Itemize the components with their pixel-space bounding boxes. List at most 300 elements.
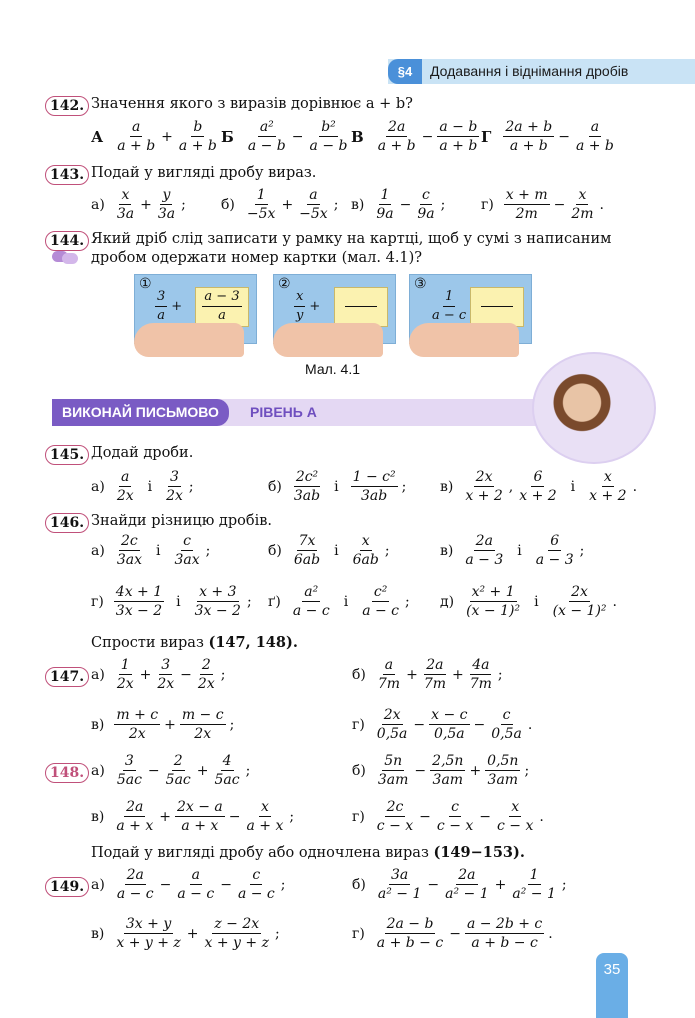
- problem-146-question: Знайди різницю дробів.: [91, 513, 273, 529]
- denominator: a + x: [116, 818, 154, 834]
- item-label: б): [221, 196, 235, 213]
- operator: +: [164, 716, 176, 733]
- denominator: a + x: [246, 818, 284, 834]
- operator: +: [171, 299, 183, 314]
- problem-number-148: 148.: [45, 763, 89, 783]
- fraction: [376, 657, 402, 692]
- fraction: [443, 867, 491, 902]
- denominator: 2x: [116, 488, 134, 504]
- denominator: 2x: [116, 676, 134, 692]
- operator: −: [159, 876, 172, 893]
- numerator: c: [183, 533, 191, 549]
- fraction: [551, 584, 609, 619]
- fraction: [114, 707, 160, 742]
- denominator: x + y + z: [204, 935, 269, 951]
- numerator: 1: [529, 867, 539, 883]
- numerator: a²: [259, 119, 274, 135]
- denominator: 2x: [128, 726, 146, 742]
- punctuation: .: [548, 925, 553, 942]
- item-label: ґ): [268, 593, 281, 610]
- operator: −: [558, 128, 570, 145]
- fraction: [213, 753, 242, 788]
- operator: −: [473, 716, 486, 733]
- denominator: 3x − 2: [194, 603, 241, 619]
- problem-147-item: [91, 707, 236, 742]
- denominator: 2x: [197, 676, 215, 692]
- fraction: [504, 187, 550, 222]
- denominator: a + b: [509, 138, 548, 154]
- denominator: 5ac: [116, 772, 142, 788]
- item-label: г): [352, 716, 365, 733]
- numerator: 2a: [126, 867, 144, 883]
- fraction: [375, 916, 445, 951]
- operator: −: [399, 196, 412, 213]
- denominator: a − c: [237, 886, 275, 902]
- problem-145-item: [268, 469, 408, 504]
- item-label: г): [91, 593, 104, 610]
- item-label: г): [481, 196, 494, 213]
- numerator: a: [590, 119, 600, 135]
- numerator: 6: [550, 533, 560, 549]
- denominator: 2m: [571, 206, 594, 222]
- denominator: 5ac: [214, 772, 240, 788]
- denominator: 3ax: [174, 552, 200, 568]
- problem-142-option: [91, 119, 221, 154]
- numerator: 1: [120, 657, 130, 673]
- numerator: a − 2b + c: [466, 916, 543, 932]
- punctuation: ;: [497, 666, 503, 683]
- numerator: 2a: [475, 533, 493, 549]
- fraction: [517, 469, 558, 504]
- numerator: a: [309, 187, 318, 203]
- denominator: a + b − c: [376, 935, 444, 951]
- fraction: [294, 289, 305, 324]
- fraction: [291, 584, 332, 619]
- denominator: 3a: [116, 206, 135, 222]
- denominator: a − b: [309, 138, 348, 154]
- numerator: x − c: [431, 707, 468, 723]
- problem-143-question: Подай у вигляді дробу вираз.: [91, 165, 317, 181]
- fraction: [430, 753, 465, 788]
- instruction-ref: (149−153).: [433, 844, 525, 861]
- punctuation: ,: [508, 478, 514, 495]
- numerator: 4: [222, 753, 232, 769]
- fraction: [495, 799, 535, 834]
- denominator: c − x: [376, 818, 414, 834]
- item-label: а): [91, 876, 105, 893]
- problem-149-item: [352, 867, 569, 902]
- operator: −: [419, 808, 431, 825]
- fraction: [503, 119, 554, 154]
- section-header-bar: [388, 59, 695, 84]
- item-label: а): [91, 666, 105, 683]
- denominator: a² − 1: [377, 886, 422, 902]
- fraction: [155, 657, 176, 692]
- fraction: [351, 469, 398, 504]
- problem-146-item: [91, 533, 212, 568]
- numerator: x + 3: [199, 584, 237, 600]
- punctuation: ;: [245, 762, 251, 779]
- numerator: y: [162, 187, 171, 203]
- fraction: [376, 753, 411, 788]
- students-photo: [532, 352, 656, 464]
- operator: +: [161, 128, 173, 145]
- fraction: [245, 187, 278, 222]
- problem-number-146: 146.: [45, 513, 89, 533]
- punctuation: ;: [524, 762, 530, 779]
- denominator: a + b − c: [471, 935, 538, 951]
- fraction: [172, 533, 201, 568]
- numerator: x² + 1: [471, 584, 515, 600]
- conjunction: і: [176, 593, 181, 610]
- problem-145-question: Додай дроби.: [91, 445, 194, 461]
- option-label: В: [351, 127, 364, 146]
- problem-148-item: [91, 799, 296, 834]
- punctuation: ;: [289, 808, 295, 825]
- denominator: 9a: [376, 206, 394, 222]
- discussion-icon: [52, 251, 78, 264]
- card-number: ③: [414, 276, 427, 292]
- fraction: [236, 867, 277, 902]
- numerator: m + c: [116, 707, 159, 723]
- problem-144-line1: Який дріб слід записати у рамку на картці, щоб у сумі з написаним: [91, 231, 612, 247]
- banner-right: РІВЕНЬ А: [250, 404, 317, 420]
- fraction: [308, 119, 350, 154]
- fraction: [175, 799, 225, 834]
- fraction: [164, 469, 185, 504]
- denominator: a − c: [292, 603, 330, 619]
- denominator: x + 2: [589, 488, 627, 504]
- operator: +: [406, 666, 418, 683]
- fraction: [468, 657, 494, 692]
- operator: −: [220, 876, 232, 893]
- denominator: 3am: [432, 772, 464, 788]
- punctuation: ;: [280, 876, 286, 893]
- denominator: −5x: [299, 206, 328, 222]
- card-expression: [153, 289, 184, 324]
- fraction: [374, 187, 395, 222]
- answer-box: [470, 287, 524, 327]
- problem-144-line2: дробом одержати номер картки (мал. 4.1)?: [91, 250, 423, 266]
- problem-142-option: [481, 119, 618, 154]
- denominator: (x − 1)²: [466, 603, 521, 619]
- punctuation: ;: [440, 196, 446, 213]
- fraction: [489, 707, 524, 742]
- item-label: а): [91, 478, 105, 495]
- item-label: а): [91, 196, 105, 213]
- fraction: [114, 584, 164, 619]
- fraction: [115, 753, 144, 788]
- fraction: [574, 119, 616, 154]
- item-label: в): [91, 716, 105, 733]
- denominator: 0,5a: [434, 726, 465, 742]
- hand-image: [273, 323, 383, 357]
- punctuation: ;: [205, 542, 211, 559]
- fraction: [435, 799, 475, 834]
- problem-147-item: [352, 657, 505, 692]
- operator: −: [414, 762, 427, 779]
- problem-147-item: [352, 707, 534, 742]
- numerator: x: [511, 799, 520, 815]
- fraction: [351, 533, 381, 568]
- fraction: [375, 799, 415, 834]
- problem-149-item: [352, 916, 555, 951]
- option-label: А: [91, 127, 104, 146]
- item-label: а): [91, 542, 105, 559]
- section-number: §4: [388, 59, 422, 84]
- problem-number-149: 149.: [45, 877, 89, 897]
- fraction: [429, 707, 469, 742]
- numerator: 2a − b: [386, 916, 434, 932]
- fraction: [177, 119, 219, 154]
- item-label: д): [440, 593, 455, 610]
- operator: +: [309, 299, 321, 314]
- item-label: в): [440, 478, 454, 495]
- operator: −: [479, 808, 492, 825]
- numerator: c²: [373, 584, 388, 600]
- punctuation: .: [539, 808, 544, 825]
- instruction-text: Спрости вираз: [91, 635, 209, 651]
- numerator: 3a: [391, 867, 409, 883]
- problem-146-item: [268, 584, 412, 619]
- denominator: x + 2: [465, 488, 503, 504]
- numerator: a: [132, 119, 141, 135]
- fraction: [114, 799, 155, 834]
- denominator: a² − 1: [445, 886, 489, 902]
- numerator: m − c: [181, 707, 224, 723]
- punctuation: ;: [405, 593, 410, 610]
- numerator: 1: [380, 187, 390, 203]
- item-label: г): [352, 808, 365, 825]
- section-title: Додавання і віднімання дробів: [430, 63, 629, 79]
- denominator: 3am: [487, 772, 519, 788]
- denominator: c − x: [436, 818, 474, 834]
- denominator: a − b: [247, 138, 286, 154]
- numerator: 2c: [121, 533, 138, 549]
- denominator: a − c: [362, 603, 400, 619]
- punctuation: ;: [229, 716, 235, 733]
- denominator: 3x − 2: [115, 603, 163, 619]
- hand-image: [409, 323, 519, 357]
- problem-number-147: 147.: [45, 667, 89, 687]
- item-label: в): [440, 542, 454, 559]
- fraction: [244, 799, 285, 834]
- operator: +: [139, 666, 152, 683]
- numerator: 2c²: [295, 469, 319, 485]
- numerator: a − 3: [202, 289, 241, 307]
- fraction: [115, 469, 136, 504]
- numerator: 3x + y: [125, 916, 172, 932]
- numerator: 6: [533, 469, 543, 485]
- numerator: 4a: [472, 657, 490, 673]
- answer-box: [195, 287, 249, 327]
- problem-149-item: [91, 916, 282, 951]
- fraction: [193, 584, 243, 619]
- denominator: a − c: [432, 308, 467, 323]
- answer-box: [334, 287, 388, 327]
- denominator: (x − 1)²: [552, 603, 607, 619]
- denominator: y: [296, 308, 304, 323]
- instruction-ref: (147, 148).: [208, 634, 298, 651]
- card-expression: [292, 289, 322, 324]
- numerator: 2a: [458, 867, 476, 883]
- fraction: [115, 119, 157, 154]
- fraction: [115, 187, 136, 222]
- denominator: −5x: [246, 206, 276, 222]
- problem-142-option: [351, 119, 481, 154]
- numerator: x: [294, 289, 305, 307]
- operator: +: [159, 808, 171, 825]
- numerator: c: [451, 799, 460, 815]
- punctuation: .: [612, 593, 617, 610]
- problem-145-item: [440, 469, 639, 504]
- conjunction: і: [534, 593, 539, 610]
- fraction: [202, 289, 241, 324]
- numerator: a: [191, 867, 200, 883]
- denominator: 0,5a: [376, 726, 408, 742]
- fraction: [196, 657, 217, 692]
- fraction: [437, 119, 479, 154]
- item-label: б): [352, 762, 366, 779]
- numerator: a: [384, 657, 394, 673]
- fraction: [175, 867, 216, 902]
- item-label: б): [268, 542, 282, 559]
- operator: +: [469, 762, 482, 779]
- numerator: 2: [201, 657, 211, 673]
- denominator: a − 3: [535, 552, 574, 568]
- fraction: [297, 187, 330, 222]
- numerator: 2a: [388, 119, 406, 135]
- numerator: c: [252, 867, 261, 883]
- fraction: [376, 119, 418, 154]
- denominator: 7m: [469, 676, 492, 692]
- numerator: 5n: [384, 753, 403, 769]
- denominator: a − c: [177, 886, 215, 902]
- numerator: 2x: [475, 469, 493, 485]
- instruction-text: Подай у вигляді дробу або одночлена вираз: [91, 845, 434, 861]
- numerator: 2x − a: [176, 799, 223, 815]
- problem-146-item: [440, 533, 586, 568]
- problem-142-option: [221, 119, 351, 154]
- numerator: 3: [155, 289, 167, 307]
- numerator: 1: [443, 289, 455, 307]
- problem-142-question: Значення якого з виразів дорівнює a + b?: [91, 96, 413, 112]
- denominator: a + b: [117, 138, 156, 154]
- conjunction: і: [343, 593, 349, 610]
- punctuation: ;: [181, 196, 186, 213]
- instruction-147-148: [91, 634, 298, 651]
- operator: −: [180, 666, 192, 683]
- problem-146-item: [268, 533, 392, 568]
- fraction: [292, 469, 322, 504]
- fraction: [485, 753, 520, 788]
- denominator: 7m: [377, 676, 401, 692]
- problem-147-item: [91, 657, 227, 692]
- fraction: [463, 469, 504, 504]
- operator: +: [452, 666, 464, 683]
- fraction: [464, 584, 522, 619]
- fraction: [510, 867, 558, 902]
- fraction: [465, 916, 544, 951]
- numerator: c: [422, 187, 430, 203]
- operator: −: [421, 128, 434, 145]
- item-label: в): [351, 196, 365, 213]
- operator: −: [553, 196, 566, 213]
- denominator: a: [157, 308, 166, 323]
- denominator: x + 2: [519, 488, 557, 504]
- problem-148-item: [352, 799, 546, 834]
- fraction: [415, 187, 436, 222]
- punctuation: ;: [401, 478, 407, 495]
- punctuation: ;: [274, 925, 280, 942]
- numerator: z − 2x: [214, 916, 260, 932]
- punctuation: ;: [220, 666, 226, 683]
- fraction: [155, 289, 167, 324]
- banner: [52, 399, 552, 426]
- punctuation: ;: [246, 593, 252, 610]
- numerator: a − b: [439, 119, 478, 135]
- operator: +: [281, 196, 294, 213]
- denominator: 2x: [166, 488, 183, 504]
- fraction: [534, 533, 576, 568]
- fraction: [375, 707, 410, 742]
- denominator: 2m: [515, 206, 538, 222]
- numerator: x + m: [505, 187, 548, 203]
- numerator: x: [361, 533, 370, 549]
- numerator: x: [603, 469, 612, 485]
- denominator: x + y + z: [116, 935, 181, 951]
- numerator: x: [121, 187, 130, 203]
- blank-line: [481, 306, 513, 307]
- denominator: 6ab: [352, 552, 379, 568]
- punctuation: ;: [579, 542, 585, 559]
- problem-143-item: [481, 187, 606, 222]
- problem-146-item: [440, 584, 619, 619]
- denominator: a + x: [181, 818, 219, 834]
- fraction: [422, 657, 448, 692]
- conjunction: і: [147, 478, 153, 495]
- denominator: 9a: [417, 206, 435, 222]
- fraction: [156, 187, 177, 222]
- numerator: 7x: [298, 533, 316, 549]
- numerator: 3: [124, 753, 134, 769]
- punctuation: ;: [333, 196, 339, 213]
- item-label: г): [352, 925, 365, 942]
- page-number: 35: [596, 953, 628, 1018]
- numerator: 3: [170, 469, 179, 485]
- operator: +: [186, 925, 199, 942]
- conjunction: і: [517, 542, 522, 559]
- numerator: 2a + b: [505, 119, 553, 135]
- denominator: 3am: [377, 772, 409, 788]
- item-label: а): [91, 762, 105, 779]
- conjunction: і: [570, 478, 576, 495]
- fraction: [115, 657, 136, 692]
- problem-148-item: [91, 753, 252, 788]
- problem-143-item: [91, 187, 188, 222]
- card-number: ①: [139, 276, 152, 292]
- fraction: [180, 707, 226, 742]
- numerator: x: [578, 187, 587, 203]
- denominator: a + b: [377, 138, 416, 154]
- item-label: б): [268, 478, 282, 495]
- punctuation: ;: [561, 876, 567, 893]
- numerator: 0,5n: [487, 753, 519, 769]
- denominator: 2x: [157, 676, 175, 692]
- denominator: c − x: [497, 818, 534, 834]
- numerator: x: [260, 799, 269, 815]
- blank-line: [345, 306, 377, 307]
